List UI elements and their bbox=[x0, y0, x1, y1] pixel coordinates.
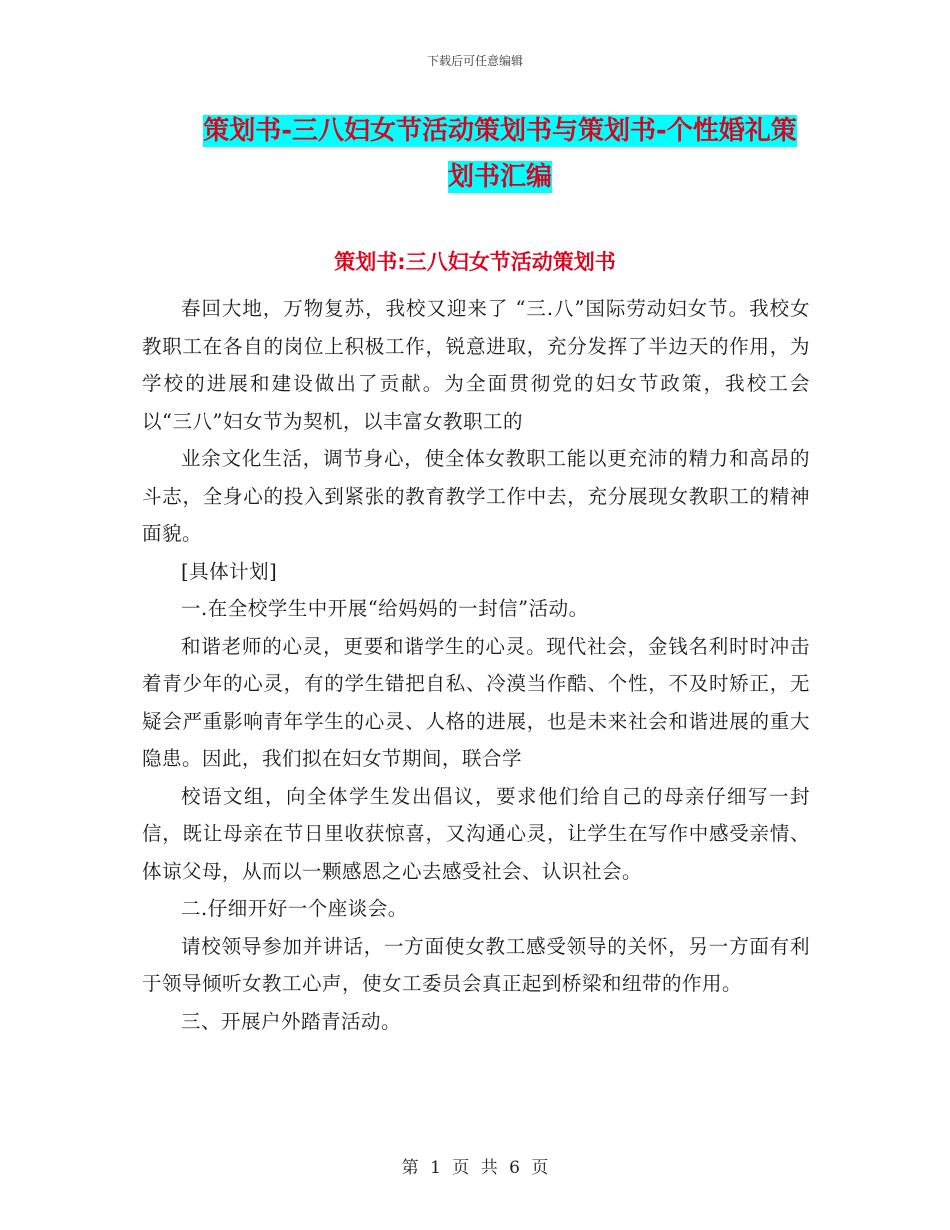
paragraph-plan-heading: [具体计划] bbox=[181, 559, 278, 583]
header-note: 下载后可任意编辑 bbox=[426, 54, 523, 68]
document-title-line-1: 策划书-三八妇女节活动策划书与策划书-个性婚礼策 bbox=[203, 116, 797, 146]
paragraph: 春回大地，万物复苏，我校又迎来了 “三.八”国际劳动妇女节。我校女教职工在各自的岗位上积极工作，锐意进取，充分发挥了半边天的作用，为学校的进展和建设做出了贡献。为全面贯彻党的妇女节政策，我校工会以“三八”妇女节为契机，以丰富女教职工的 bbox=[142, 297, 810, 433]
paragraph: 业余文化生活，调节身心，使全体女教职工能以更充沛的精力和高昂的斗志，全身心的投入到紧张的教育教学工作中去，充分展现女教职工的精神面貌。 bbox=[142, 447, 810, 545]
section-title: 策划书:三八妇女节活动策划书 bbox=[334, 250, 616, 274]
paragraph-item-heading: 二.仔细开好一个座谈会。 bbox=[181, 897, 408, 920]
document-body bbox=[142, 290, 810, 1040]
paragraph-item-heading: 三、开展户外踏青活动。 bbox=[181, 1009, 402, 1033]
document-title-line-2: 划书汇编 bbox=[447, 162, 552, 192]
paragraph: 请校领导参加并讲话，一方面使女教工感受领导的关怀，另一方面有利于领导倾听女教工心声，使女工委员会真正起到桥梁和纽带的作用。 bbox=[142, 934, 810, 995]
paragraph: 和谐老师的心灵，更要和谐学生的心灵。现代社会，金钱名利时时冲击着青少年的心灵，有的学生错把自私、冷漠当作酷、个性，不及时矫正，无疑会严重影响青年学生的心灵、人格的进展，也是未来社会和谐进展的重大隐患。因此，我们拟在妇女节期间，联合学 bbox=[142, 634, 810, 770]
paragraph: 校语文组，向全体学生发出倡议，要求他们给自己的母亲仔细写一封信，既让母亲在节日里收获惊喜，又沟通心灵，让学生在写作中感受亲情、体谅父母，从而以一颗感恩之心去感受社会、认识社会。 bbox=[142, 784, 810, 883]
page-number: 第 1 页 共 6 页 bbox=[401, 1158, 549, 1178]
document-title bbox=[140, 108, 860, 200]
paragraph-item-heading: 一.在全校学生中开展“给妈妈的一封信”活动。 bbox=[181, 597, 589, 620]
